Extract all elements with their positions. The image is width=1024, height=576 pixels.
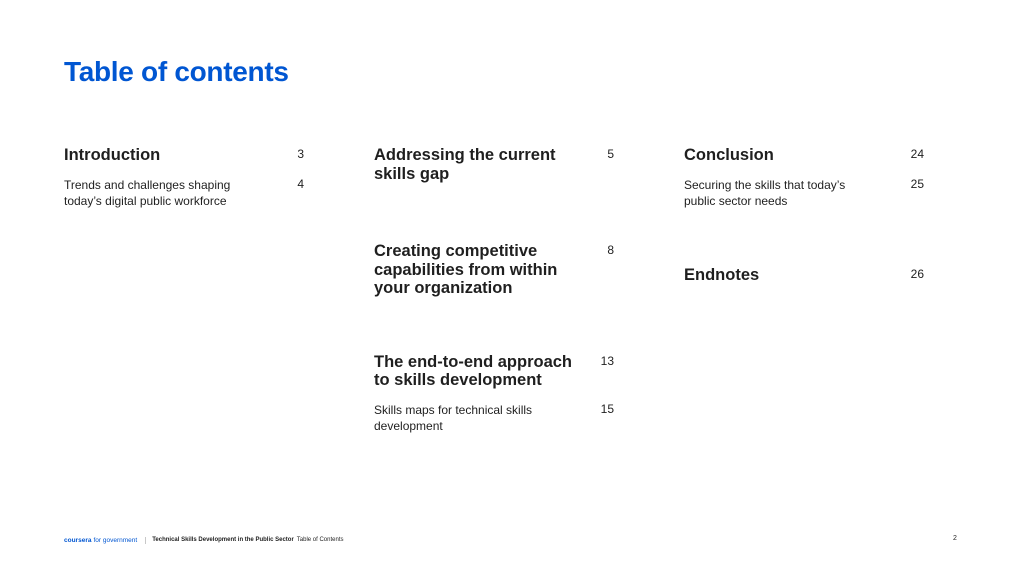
toc-entry-title[interactable]: The end-to-end approach to skills development xyxy=(374,352,572,389)
page-number: 2 xyxy=(953,535,957,542)
toc-subentry-page[interactable]: 25 xyxy=(910,176,924,191)
toc-subentry-securing-skills[interactable] xyxy=(684,177,924,209)
toc-entry-title[interactable]: Addressing the current skills gap xyxy=(374,146,556,183)
toc-entry-title[interactable]: Creating competitive capabilities from within your organization xyxy=(374,242,558,297)
toc-entry-conclusion[interactable] xyxy=(684,146,924,209)
toc-subentry-trends[interactable] xyxy=(64,177,304,209)
toc-entry-page[interactable]: 8 xyxy=(607,243,614,257)
toc-entry-page[interactable]: 5 xyxy=(607,147,614,161)
brand-logo: coursera xyxy=(64,536,92,544)
toc-column-3 xyxy=(684,146,924,284)
toc-entry-title[interactable]: Conclusion xyxy=(684,146,774,164)
toc-subentry-title[interactable]: Skills maps for technical skills development xyxy=(374,402,533,433)
brand-suffix: for government xyxy=(93,536,138,544)
toc-subentry-page[interactable]: 4 xyxy=(297,176,304,191)
toc-entry-competitive-capabilities[interactable] xyxy=(374,242,614,298)
footer-divider xyxy=(145,537,146,544)
toc-entry-title[interactable]: Endnotes xyxy=(684,265,760,284)
toc-subentry-page[interactable]: 15 xyxy=(600,401,614,416)
toc-subentry-title[interactable]: Securing the skills that today’s public sector needs xyxy=(684,177,846,208)
footer xyxy=(64,535,344,545)
toc-entry-page[interactable]: 13 xyxy=(600,353,614,368)
toc-column-2 xyxy=(374,146,614,434)
toc-entry-page[interactable]: 3 xyxy=(297,147,304,161)
toc-entry-page[interactable]: 26 xyxy=(910,266,924,281)
toc-column-1 xyxy=(64,146,304,209)
toc-subentry-title[interactable]: Trends and challenges shaping today’s digital public workforce xyxy=(64,177,231,208)
document-title: Technical Skills Development in the Public Sector xyxy=(152,537,294,543)
toc-entry-endnotes[interactable] xyxy=(684,266,924,285)
toc-entry-end-to-end-approach[interactable] xyxy=(374,353,614,434)
toc-entry-title[interactable]: Introduction xyxy=(64,146,161,164)
toc-entry-addressing-skills-gap[interactable] xyxy=(374,146,614,183)
toc-subentry-skills-maps[interactable] xyxy=(374,402,614,434)
page-title: Table of contents xyxy=(64,56,289,87)
section-name: Table of Contents xyxy=(296,537,344,543)
toc-entry-introduction[interactable] xyxy=(64,146,304,209)
toc-entry-page[interactable]: 24 xyxy=(910,147,924,161)
